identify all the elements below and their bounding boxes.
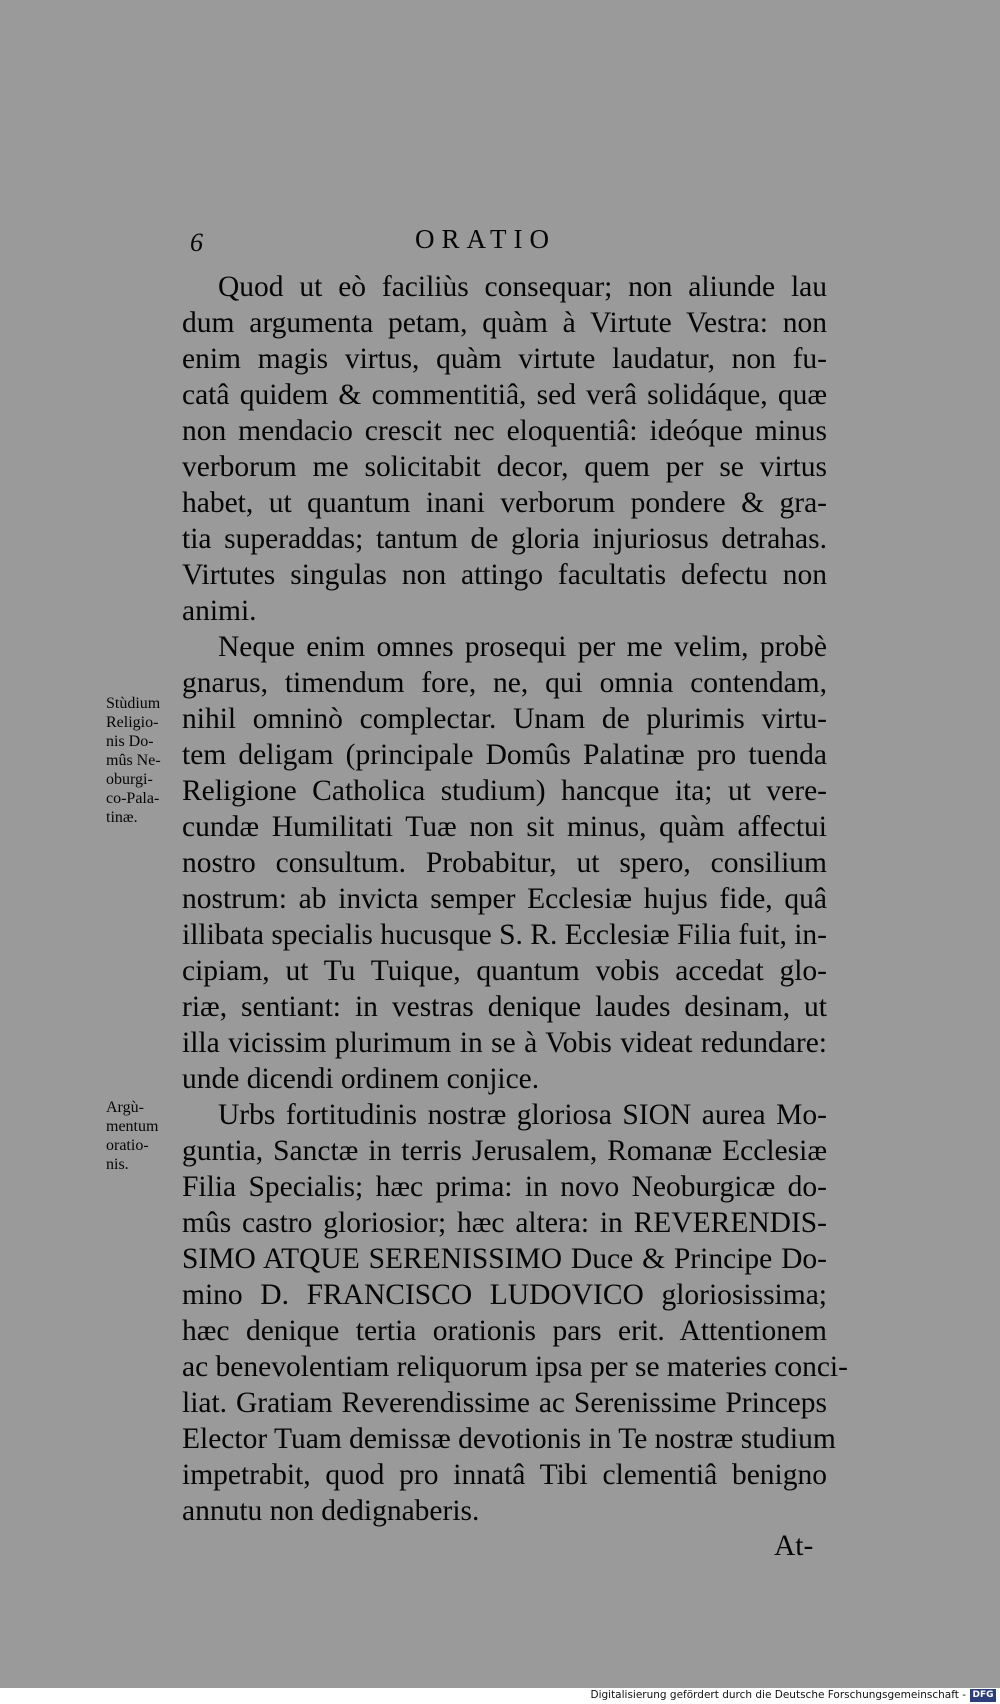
text-line: nihil omninò complectar. Unam de plurimis virtu- — [182, 703, 827, 735]
text-line: Elector Tuam demissæ devotionis in Te nostræ studium — [182, 1423, 836, 1455]
text-line: riæ, sentiant: in vestras denique laudes desinam, ut — [182, 991, 827, 1023]
text-line: unde dicendi ordinem conjice. — [182, 1063, 540, 1095]
margin-note-line: Stùdium — [106, 695, 161, 712]
dfg-logo-icon: DFG — [970, 1689, 996, 1702]
margin-note-line: nis Do- — [106, 733, 154, 750]
text-line: nostrum: ab invicta semper Ecclesiæ hujus fide, quâ — [182, 883, 827, 915]
text-line: nostro consultum. Probabitur, ut spero, consilium — [182, 847, 827, 879]
text-line: illibata specialis hucusque S. R. Ecclesiæ Filia fuit, in- — [182, 919, 827, 951]
text-line: liat. Gratiam Reverendissime ac Serenissime Princeps — [182, 1387, 827, 1419]
text-line: Urbs fortitudinis nostræ gloriosa SION aurea Mo- — [218, 1099, 827, 1131]
text-line: annutu non dedignaberis. — [182, 1495, 480, 1527]
text-line: catâ quidem & commentitiâ, sed verâ solidáque, quæ — [182, 379, 827, 411]
digitization-credit: Digitalisierung gefördert durch die Deutsche Forschungsgemeinschaft - — [590, 1689, 966, 1701]
text-line: cipiam, ut Tu Tuique, quantum vobis accedat glo- — [182, 955, 827, 987]
page-number: 6 — [190, 228, 203, 257]
margin-note-line: mûs Ne- — [106, 752, 161, 769]
text-line: tia superaddas; tantum de gloria injuriosus detrahas. — [182, 523, 827, 555]
text-line: habet, ut quantum inani verborum pondere & gra- — [182, 487, 827, 519]
text-line: non mendacio crescit nec eloquentiâ: ideóque minus — [182, 415, 827, 447]
margin-note-line: oratio- — [106, 1137, 149, 1154]
text-line: cundæ Humilitati Tuæ non sit minus, quàm affectui — [182, 811, 827, 843]
text-line: SIMO ATQUE SERENISSIMO Duce & Principe Do- — [182, 1243, 827, 1275]
margin-note-line: Religio- — [106, 714, 159, 731]
margin-note-line: co-Pala- — [106, 790, 160, 807]
margin-note-argument — [106, 1098, 180, 1174]
text-line: Neque enim omnes prosequi per me velim, probè — [218, 631, 827, 663]
text-line: ac benevolentiam reliquorum ipsa per se materies conci- — [182, 1351, 848, 1383]
text-line: mûs castro gloriosior; hæc altera: in REVERENDIS- — [182, 1207, 827, 1239]
text-line: animi. — [182, 595, 257, 627]
margin-note-line: Argù- — [106, 1099, 144, 1116]
text-line: enim magis virtus, quàm virtute laudatur, non fu- — [182, 343, 827, 375]
text-line: Quod ut eò faciliùs consequar; non aliunde lau — [218, 271, 827, 303]
running-title: ORATIO — [415, 224, 556, 254]
text-line: hæc denique tertia orationis pars erit. Attentionem — [182, 1315, 827, 1347]
margin-note-line: oburgi- — [106, 771, 153, 788]
text-line: tem deligam (principale Domûs Palatinæ pro tuenda — [182, 739, 827, 771]
text-line: impetrabit, quod pro innatâ Tibi clementiâ benigno — [182, 1459, 827, 1491]
text-line: guntia, Sanctæ in terris Jerusalem, Romanæ Ecclesiæ — [182, 1135, 827, 1167]
margin-note-line: mentum — [106, 1118, 159, 1135]
catchword: At- — [774, 1530, 814, 1562]
text-line: dum argumenta petam, quàm à Virtute Vestra: non — [182, 307, 827, 339]
text-line: mino D. FRANCISCO LUDOVICO gloriosissima; — [182, 1279, 827, 1311]
text-line: verborum me solicitabit decor, quem per se virtus — [182, 451, 827, 483]
text-line: gnarus, timendum fore, ne, qui omnia contendam, — [182, 667, 827, 699]
margin-note-line: nis. — [106, 1156, 129, 1173]
margin-note-line: tinæ. — [106, 809, 138, 826]
text-line: Filia Specialis; hæc prima: in novo Neoburgicæ do- — [182, 1171, 827, 1203]
text-line: illa vicissim plurimum in se à Vobis videat redundare: — [182, 1027, 827, 1059]
margin-note-religion — [106, 694, 180, 827]
text-line: Religione Catholica studium) hancque ita; ut vere- — [182, 775, 827, 807]
text-line: Virtutes singulas non attingo facultatis defectu non — [182, 559, 827, 591]
